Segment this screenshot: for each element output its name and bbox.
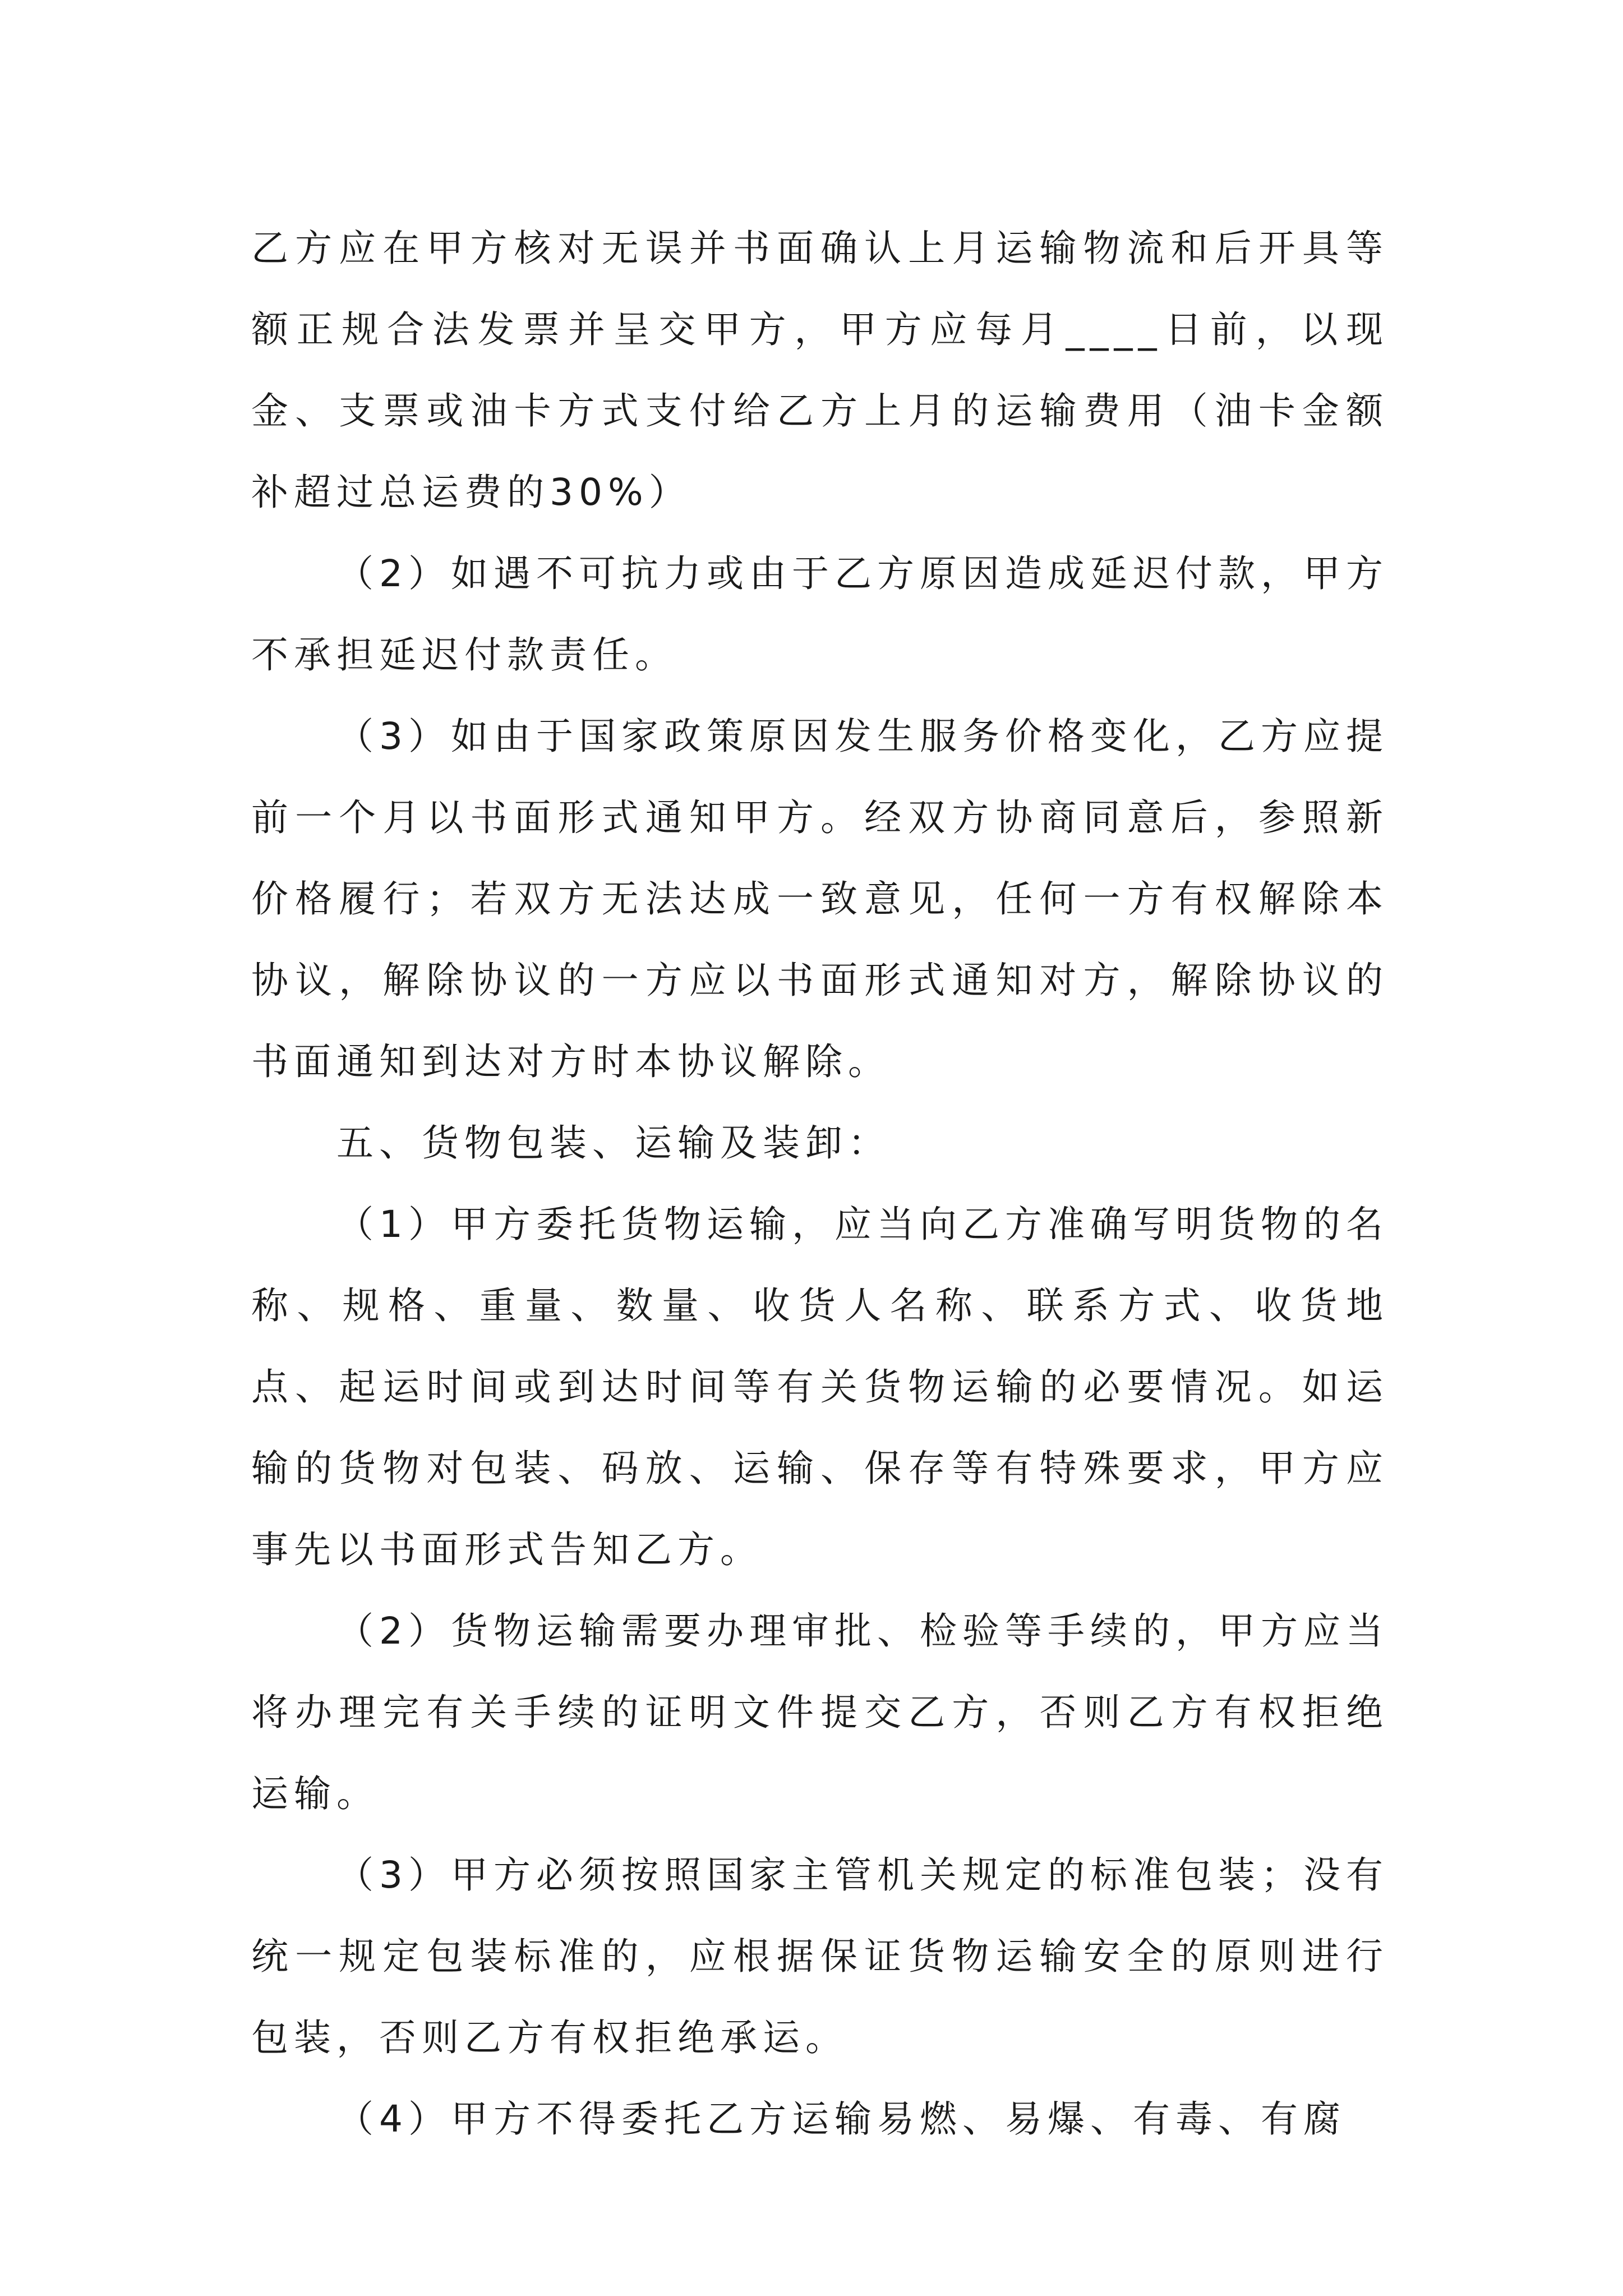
paragraph-clause-4-3: （3）如由于国家政策原因发生服务价格变化，乙方应提前一个月以书面形式通知甲方。经双方协商同意后，参照新价格履行；若双方无法达成一致意见，任何一方有权解除本协议，解除协议的一方应以书面形式通知对方，解除协议的书面通知到达对方时本协议解除。 xyxy=(251,715,1389,1083)
paragraph-clause-5-2: （2）货物运输需要办理审批、检验等手续的，甲方应当将办理完有关手续的证明文件提交乙方，否则乙方有权拒绝运输。 xyxy=(251,1609,1389,1815)
paragraph-clause-4-2: （2）如遇不可抗力或由于乙方原因造成延迟付款，甲方不承担延迟付款责任。 xyxy=(251,552,1389,677)
paragraph-clause-5-3: （3）甲方必须按照国家主管机关规定的标准包装；没有统一规定包装标准的，应根据保证货物运输安全的原则进行包装，否则乙方有权拒绝承运。 xyxy=(251,1853,1389,2059)
document-body xyxy=(251,208,1389,2160)
paragraph-clause-5-4: （4）甲方不得委托乙方运输易燃、易爆、有毒、有腐 xyxy=(336,2097,1346,2141)
paragraph-clause-5-1: （1）甲方委托货物运输，应当向乙方准确写明货物的名称、规格、重量、数量、收货人名称、联系方式、收货地点、起运时间或到达时间等有关货物运输的必要情况。如运输的货物对包装、码放、运输、保存等有特殊要求，甲方应事先以书面形式告知乙方。 xyxy=(251,1203,1389,1571)
section-heading-goods-packaging: 五、货物包装、运输及装卸： xyxy=(336,1121,891,1165)
paragraph-payment-terms: 乙方应在甲方核对无误并书面确认上月运输物流和后开具等额正规合法发票并呈交甲方，甲方应每月____日前，以现金、支票或油卡方式支付给乙方上月的运输费用（油卡金额补超过总运费的30%） xyxy=(251,227,1389,514)
